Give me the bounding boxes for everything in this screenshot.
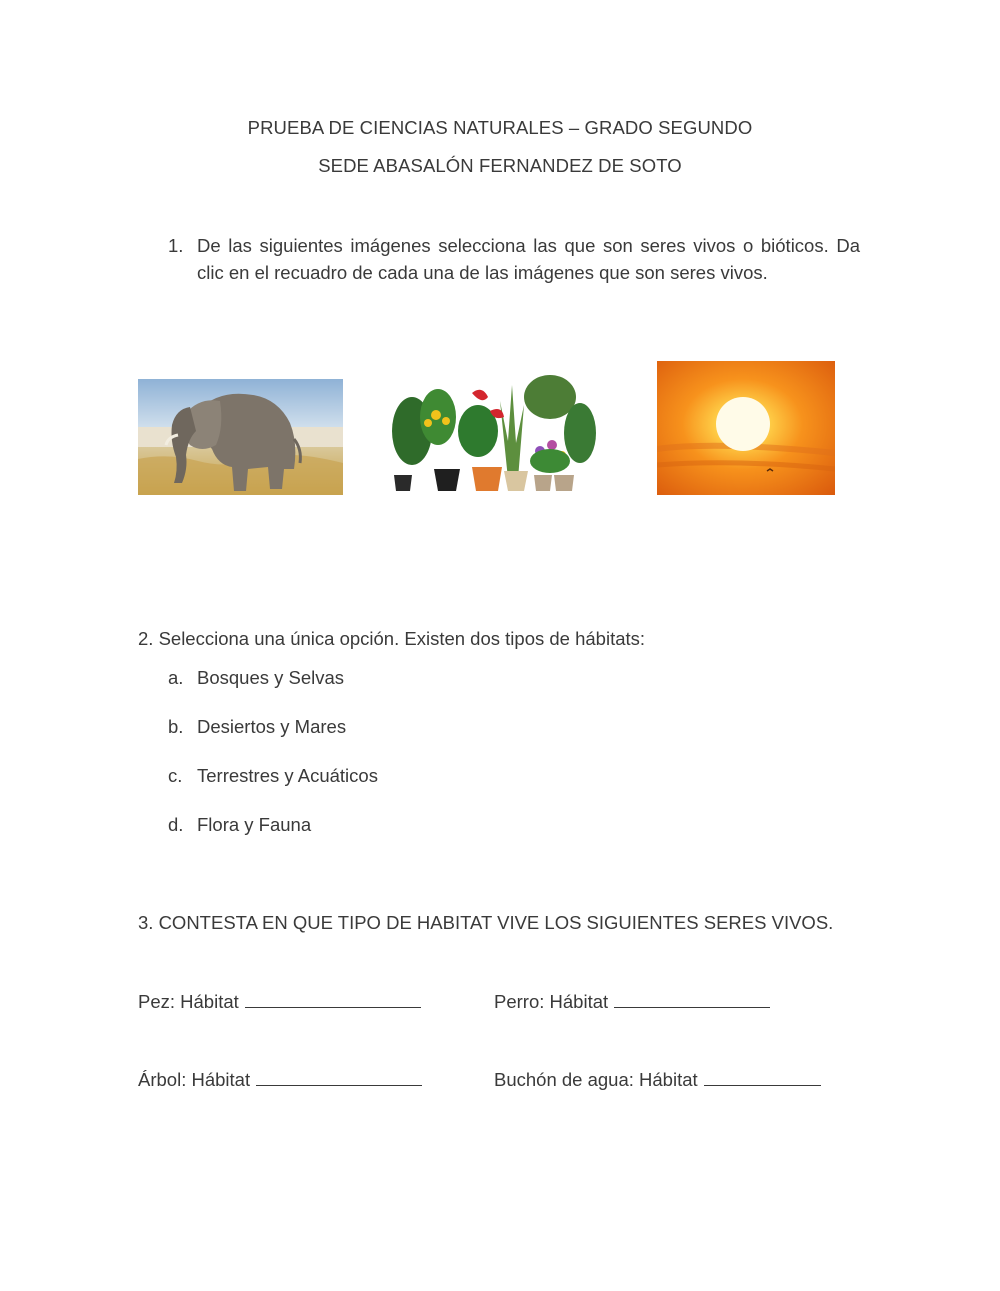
option-letter: b. bbox=[168, 716, 184, 737]
fill-label: Pez: Hábitat bbox=[138, 991, 239, 1012]
fill-perro bbox=[494, 990, 770, 1013]
option-text: Flora y Fauna bbox=[197, 814, 312, 835]
plants-image[interactable] bbox=[390, 371, 596, 495]
fill-pez bbox=[138, 990, 421, 1013]
fill-label: Buchón de agua: Hábitat bbox=[494, 1069, 698, 1090]
fill-arbol bbox=[138, 1068, 422, 1091]
option-text: Desiertos y Mares bbox=[197, 716, 347, 737]
option-c[interactable] bbox=[168, 765, 378, 787]
option-letter: c. bbox=[168, 765, 183, 786]
option-a[interactable] bbox=[168, 667, 344, 689]
fill-buchon bbox=[494, 1068, 821, 1091]
option-d[interactable] bbox=[168, 814, 311, 836]
option-text: Terrestres y Acuáticos bbox=[197, 765, 378, 786]
fill-label: Perro: Hábitat bbox=[494, 991, 609, 1012]
elephant-photo-icon bbox=[138, 379, 343, 495]
answer-blank-perro[interactable] bbox=[614, 990, 770, 1008]
option-b[interactable] bbox=[168, 716, 346, 738]
question-1 bbox=[168, 233, 860, 286]
page-subtitle: SEDE ABASALÓN FERNANDEZ DE SOTO bbox=[318, 155, 682, 176]
sun-photo-icon bbox=[657, 361, 835, 495]
question-1-text: De las siguientes imágenes selecciona las que son seres vivos o bióticos. Da clic en el recuadro de cada una de las imágenes que son seres vivos. bbox=[197, 235, 860, 283]
option-letter: a. bbox=[168, 667, 184, 688]
option-text: Bosques y Selvas bbox=[197, 667, 345, 688]
option-letter: d. bbox=[168, 814, 184, 835]
question-3-prompt: 3. CONTESTA EN QUE TIPO DE HABITAT VIVE LOS SIGUIENTES SERES VIVOS. bbox=[138, 912, 834, 933]
question-2-prompt: 2. Selecciona una única opción. Existen dos tipos de hábitats: bbox=[138, 628, 646, 649]
potted-plants-photo-icon bbox=[390, 371, 596, 495]
question-1-number: 1. bbox=[168, 235, 184, 256]
fill-label: Árbol: Hábitat bbox=[138, 1069, 251, 1090]
answer-blank-arbol[interactable] bbox=[256, 1068, 422, 1086]
sun-image[interactable] bbox=[657, 361, 835, 495]
elephant-image[interactable] bbox=[138, 379, 343, 495]
answer-blank-pez[interactable] bbox=[245, 990, 421, 1008]
page-title: PRUEBA DE CIENCIAS NATURALES – GRADO SEGUNDO bbox=[247, 117, 753, 138]
answer-blank-buchon[interactable] bbox=[704, 1068, 821, 1086]
